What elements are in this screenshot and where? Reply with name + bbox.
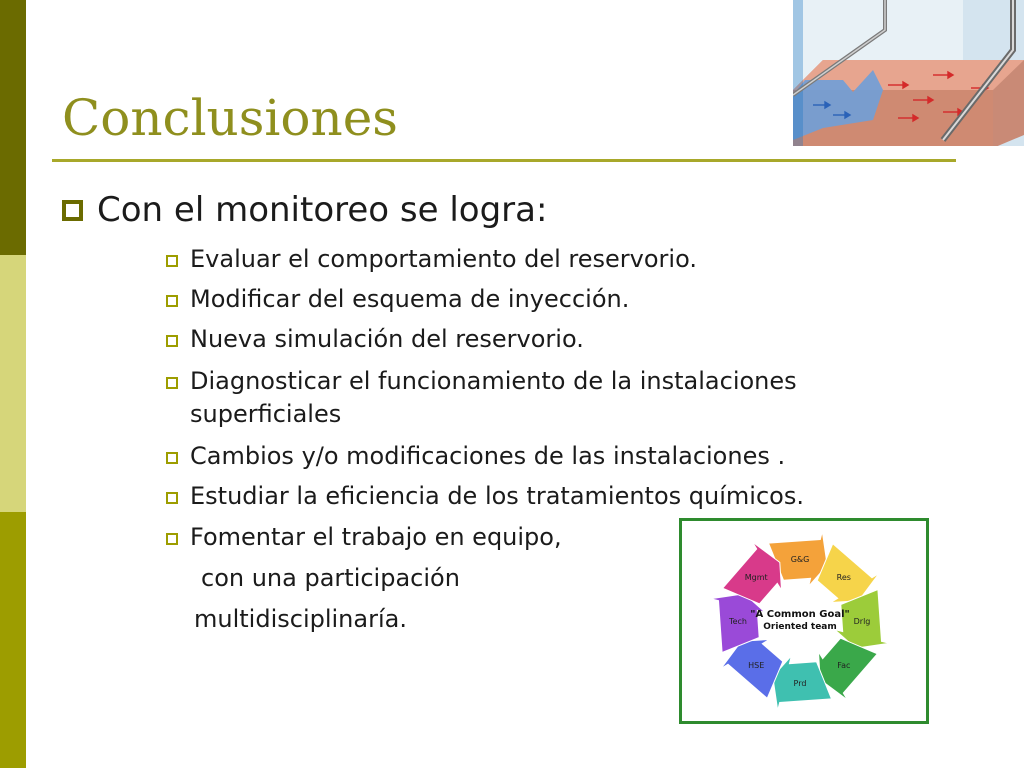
common-goal-cycle-diagram bbox=[679, 518, 929, 724]
diagram-center-subtitle: Oriented team bbox=[763, 622, 837, 632]
cycle-segment-label: HSE bbox=[748, 660, 765, 670]
small-square-bullet-icon bbox=[166, 377, 178, 389]
side-bar-dark-segment bbox=[0, 0, 26, 255]
small-square-bullet-icon bbox=[166, 533, 178, 545]
list-item-text: Fomentar el trabajo en equipo, bbox=[190, 523, 562, 551]
list-item-continuation: multidisciplinaría. bbox=[194, 605, 407, 633]
small-square-bullet-icon bbox=[166, 492, 178, 504]
small-square-bullet-icon bbox=[166, 295, 178, 307]
list-item-text: Estudiar la eficiencia de los tratamientos químicos. bbox=[190, 482, 804, 510]
slide-title: Conclusiones bbox=[62, 89, 398, 147]
list-item-text: Nueva simulación del reservorio. bbox=[190, 325, 584, 353]
list-item-text: Diagnosticar el funcionamiento de la instalaciones bbox=[190, 367, 797, 395]
reservoir-well-illustration bbox=[793, 0, 1024, 150]
cycle-segment-label: Tech bbox=[729, 617, 747, 626]
small-square-bullet-icon bbox=[166, 335, 178, 347]
list-item-continuation: superficiales bbox=[190, 400, 342, 428]
cycle-segment-label: Prd bbox=[793, 679, 807, 688]
side-bar-mid-segment bbox=[0, 512, 26, 768]
small-square-bullet-icon bbox=[166, 452, 178, 464]
list-item-text: Evaluar el comportamiento del reservorio. bbox=[190, 245, 697, 273]
list-item-text: Cambios y/o modificaciones de las instalaciones . bbox=[190, 442, 786, 470]
cycle-segment-label: G&G bbox=[790, 555, 810, 564]
small-square-bullet-icon bbox=[166, 255, 178, 267]
cycle-segment-label: Res bbox=[836, 573, 851, 583]
cycle-segment-label: Drlg bbox=[853, 617, 871, 626]
list-item-continuation: con una participación bbox=[201, 564, 460, 592]
cycle-segment-label: Mgmt bbox=[744, 573, 768, 583]
diagram-center-title: "A Common Goal" bbox=[750, 609, 850, 620]
title-divider bbox=[52, 159, 956, 162]
main-bullet-text: Con el monitoreo se logra: bbox=[97, 190, 548, 230]
cycle-arrows-graphic bbox=[682, 521, 926, 721]
cycle-segment-label: Fac bbox=[837, 660, 851, 670]
side-bar-light-segment bbox=[0, 255, 26, 512]
square-bullet-icon bbox=[62, 200, 83, 221]
slide-side-bar bbox=[0, 0, 26, 768]
main-bullet bbox=[62, 190, 547, 230]
list-item-text: Modificar del esquema de inyección. bbox=[190, 285, 630, 313]
